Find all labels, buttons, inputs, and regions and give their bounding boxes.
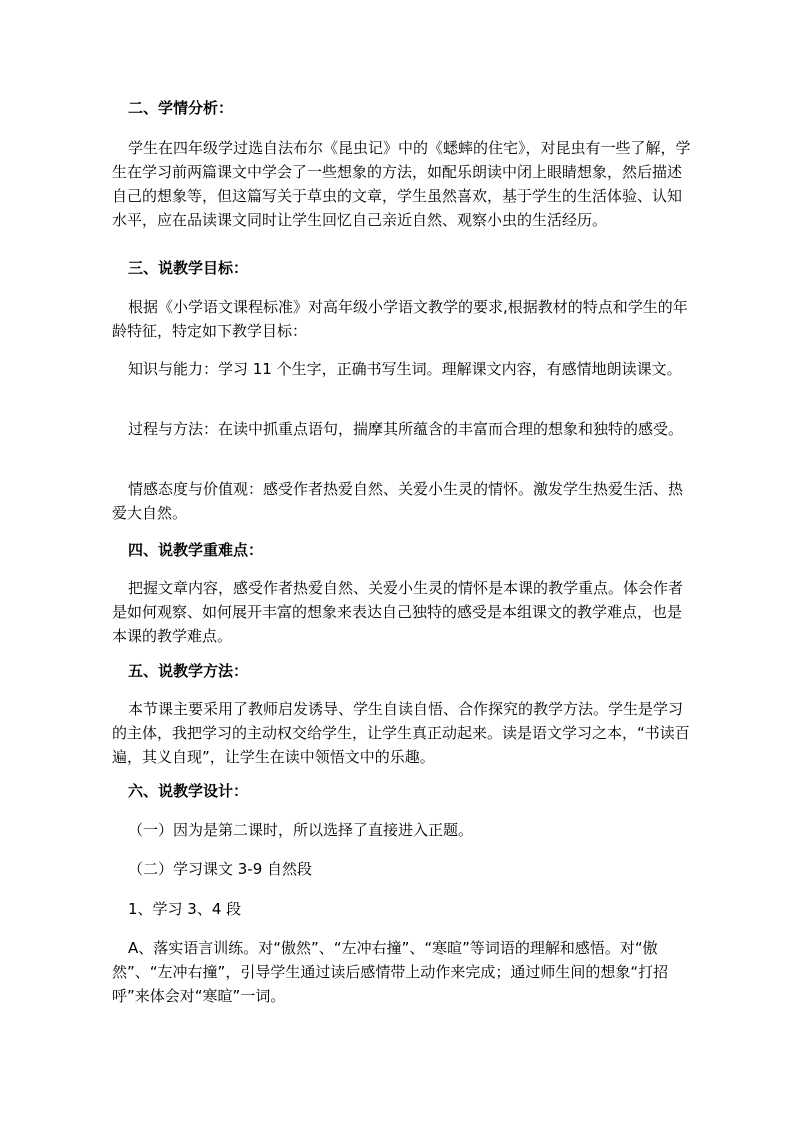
paragraph-objectives-intro: 根据《小学语文课程标准》对高年级小学语文教学的要求,根据教材的特点和学生的年龄特征，特定如下教学目标： (112, 298, 688, 340)
paragraph-process-method: 过程与方法：在读中抓重点语句，揣摩其所蕴含的丰富而合理的想象和独特的感受。 (128, 420, 684, 438)
paragraph-teaching-methods: 本节课主要采用了教师启发诱导、学生自读自悟、合作探究的教学方法。学生是学习的主体，我把学习的主动权交给学生，让学生真正动起来。读是语文学习之本，“书读百遍，其义自现”，让学生在读中领悟文中的乐趣。 (112, 700, 690, 766)
section-heading-4: 四、说教学重难点： (128, 541, 264, 559)
design-item-4: A、落实语言训练。对“傲然”、“左冲右撞”、“寒暄”等词语的理解和感悟。对“傲然”、“左冲右撞”，引导学生通过读后感情带上动作来完成；通过师生间的想象“打招呼”来体会对“寒暄”一词。 (112, 939, 669, 1005)
section-heading-5: 五、说教学方法： (128, 662, 249, 680)
design-item-1: （一）因为是第二课时，所以选择了直接进入正题。 (128, 821, 474, 839)
design-item-3: 1、学习 3、4 段 (128, 900, 242, 918)
paragraph-student-analysis: 学生在四年级学过选自法布尔《昆虫记》中的《蟋蟀的住宅》，对昆虫有一些了解，学生在学习前两篇课文中学会了一些想象的方法，如配乐朗读中闭上眼睛想象，然后描述自己的想象等，但这篇写关于草虫的文章，学生虽然喜欢，基于学生的生活体验、认知水平，应在品读课文同时让学生回忆自己亲近自然、观察小虫的生活经历。 (112, 139, 691, 229)
paragraph-knowledge-ability: 知识与能力：学习 11 个生字，正确书写生词。理解课文内容，有感情地朗读课文。 (128, 360, 682, 378)
paragraph-emotion-values: 情感态度与价值观：感受作者热爱自然、关爱小生灵的情怀。激发学生热爱生活、热爱大自然。 (112, 480, 684, 522)
section-heading-6: 六、说教学设计： (128, 782, 249, 800)
section-heading-3: 三、说教学目标： (128, 259, 249, 277)
section-heading-2: 二、学情分析： (128, 99, 234, 117)
design-item-2: （二）学习课文 3-9 自然段 (128, 860, 313, 878)
paragraph-key-difficult-points: 把握文章内容，感受作者热爱自然、关爱小生灵的情怀是本课的教学重点。体会作者是如何观察、如何展开丰富的想象来表达自己独特的感受是本组课文的教学难点，也是本课的教学难点。 (112, 579, 684, 645)
